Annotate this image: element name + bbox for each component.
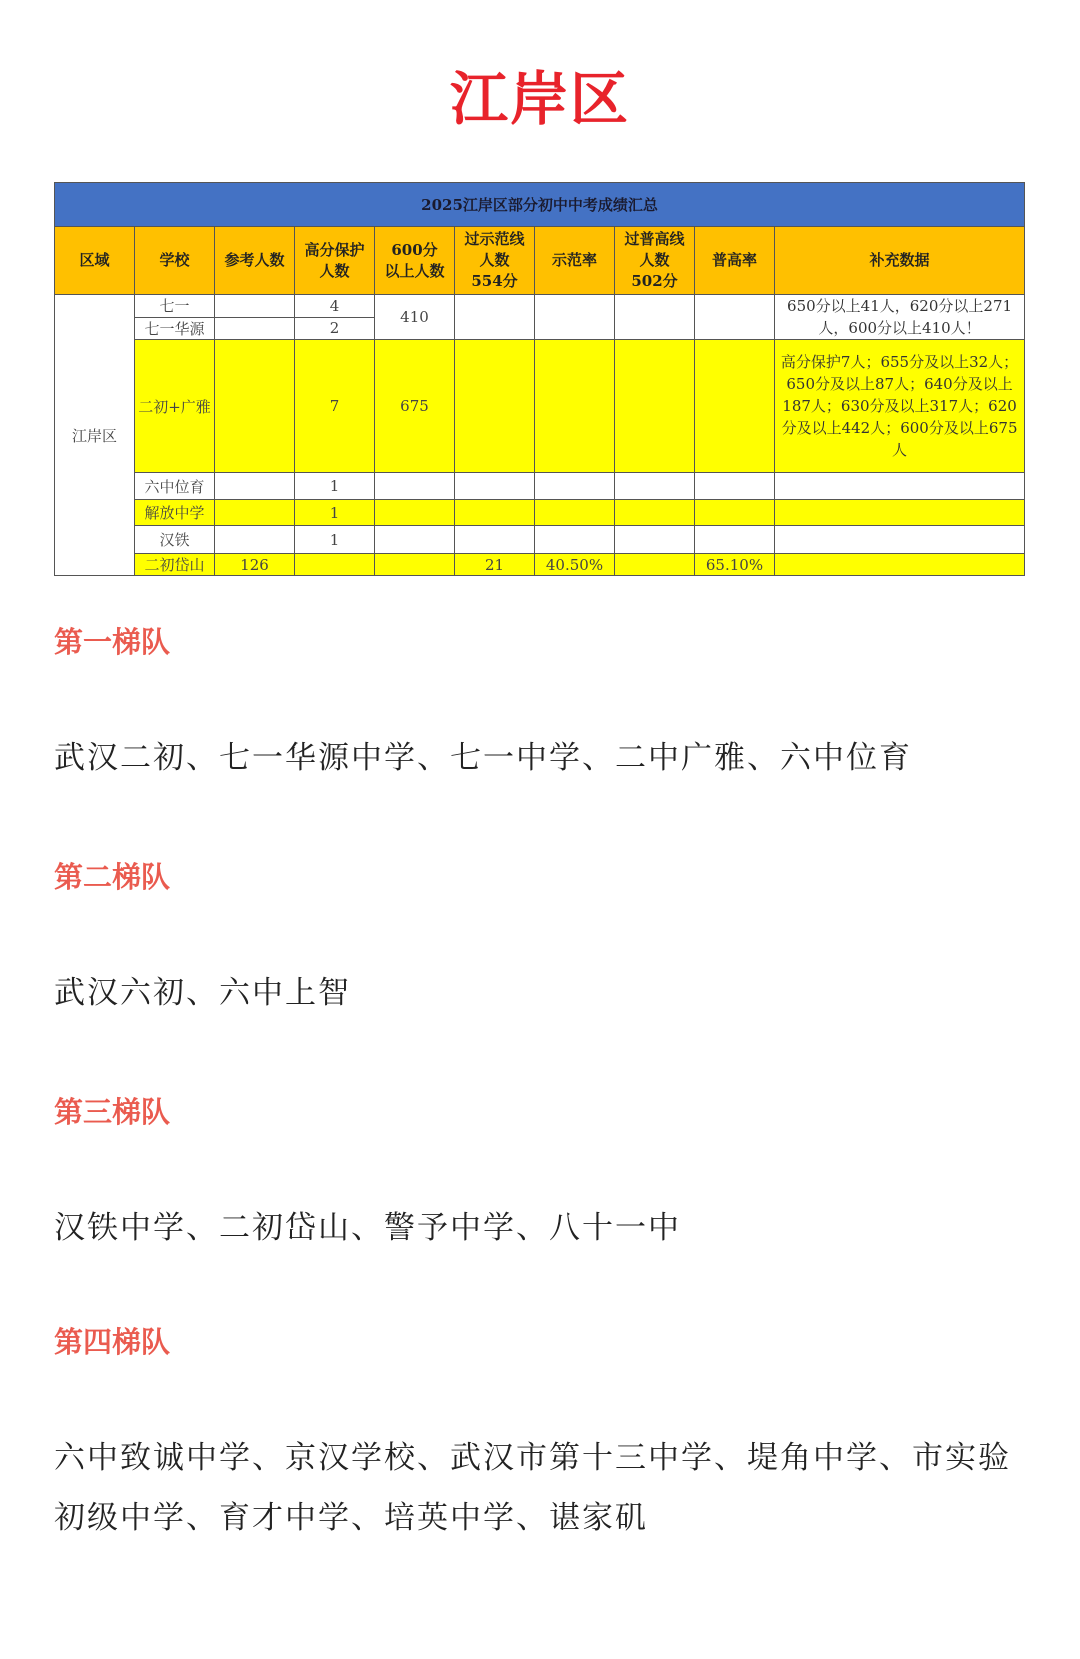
tier-2-schools: 武汉六初、六中上智: [54, 975, 351, 1011]
header-high-protect: [295, 227, 375, 295]
header-text: 600分: [391, 240, 438, 259]
empty-cell: [535, 340, 615, 473]
empty-cell: [695, 500, 775, 526]
empty-cell: [215, 526, 295, 554]
header-school: 学校: [135, 227, 215, 295]
high-protect-cell: 1: [295, 473, 375, 500]
header-demo-count: [455, 227, 535, 295]
regular-rate-cell: 65.10%: [695, 554, 775, 576]
empty-cell: [455, 500, 535, 526]
empty-cell: [455, 295, 535, 340]
header-text: 554分: [471, 272, 518, 290]
empty-cell: [535, 295, 615, 340]
table-row: [55, 554, 1025, 576]
tier-2-heading: 第二梯队: [54, 860, 171, 894]
header-text: 以上人数: [384, 261, 445, 280]
school-cell: 二初+广雅: [135, 340, 215, 473]
empty-cell: [535, 500, 615, 526]
empty-cell: [695, 473, 775, 500]
high-protect-cell: 7: [295, 340, 375, 473]
empty-cell: [775, 500, 1025, 526]
empty-cell: [615, 473, 695, 500]
header-text: 人数: [639, 251, 670, 269]
header-demo-rate: 示范率: [535, 227, 615, 295]
empty-cell: [375, 500, 455, 526]
table-row: [55, 295, 1025, 318]
table-caption: 2025江岸区部分初中中考成绩汇总: [55, 183, 1025, 227]
supplement-cell: 650分以上41人，620分以上271人，600分以上410人！: [775, 295, 1025, 340]
empty-cell: [295, 554, 375, 576]
table-row: [55, 473, 1025, 500]
empty-cell: [375, 526, 455, 554]
school-cell: 六中位育: [135, 473, 215, 500]
empty-cell: [215, 317, 295, 340]
tier-4-schools: 六中致诚中学、京汉学校、武汉市第十三中学、堤角中学、市实验初级中学、育才中学、培英中学、谌家矶: [54, 1440, 1011, 1536]
empty-cell: [775, 473, 1025, 500]
empty-cell: [215, 473, 295, 500]
empty-cell: [615, 526, 695, 554]
header-supplement: 补充数据: [775, 227, 1025, 295]
score-summary-table: [54, 182, 1024, 576]
header-regular-rate: 普高率: [695, 227, 775, 295]
empty-cell: [215, 295, 295, 318]
tier-1-heading: 第一梯队: [54, 625, 171, 659]
empty-cell: [535, 526, 615, 554]
demo-rate-cell: 40.50%: [535, 554, 615, 576]
page-title: 江岸区: [449, 65, 630, 133]
table-row: [55, 526, 1025, 554]
header-text: 人数: [319, 261, 350, 280]
header-text: 过示范线: [464, 230, 525, 248]
tier-3-schools: 汉铁中学、二初岱山、警予中学、八十一中: [54, 1210, 681, 1246]
empty-cell: [775, 554, 1025, 576]
school-cell: 汉铁: [135, 526, 215, 554]
empty-cell: [455, 340, 535, 473]
region-cell: 江岸区: [55, 295, 135, 576]
empty-cell: [375, 473, 455, 500]
high-protect-cell: 1: [295, 526, 375, 554]
school-cell: 七一: [135, 295, 215, 318]
above600-cell: 410: [375, 295, 455, 340]
high-protect-cell: 4: [295, 295, 375, 318]
header-regular-count: [615, 227, 695, 295]
high-protect-cell: 2: [295, 317, 375, 340]
empty-cell: [775, 526, 1025, 554]
empty-cell: [455, 473, 535, 500]
tier-1-schools: 武汉二初、七一华源中学、七一中学、二中广雅、六中位育: [54, 740, 912, 776]
header-text: 502分: [631, 272, 678, 290]
supplement-cell: 高分保护7人；655分及以上32人；650分及以上87人；640分及以上187人；630分及以上317人；620分及以上442人；600分及以上675人: [775, 340, 1025, 473]
header-text: 高分保护: [304, 240, 365, 259]
header-above600: [375, 227, 455, 295]
table-row: [55, 340, 1025, 473]
header-text: 人数: [479, 251, 510, 269]
empty-cell: [455, 526, 535, 554]
empty-cell: [615, 554, 695, 576]
demo-count-cell: 21: [455, 554, 535, 576]
school-cell: 二初岱山: [135, 554, 215, 576]
header-exam-takers: 参考人数: [215, 227, 295, 295]
high-protect-cell: 1: [295, 500, 375, 526]
header-region: 区域: [55, 227, 135, 295]
empty-cell: [695, 526, 775, 554]
table-row: [55, 500, 1025, 526]
header-text: 过普高线: [624, 230, 685, 248]
empty-cell: [615, 500, 695, 526]
empty-cell: [615, 340, 695, 473]
empty-cell: [535, 473, 615, 500]
empty-cell: [695, 295, 775, 340]
tier-4-heading: 第四梯队: [54, 1325, 171, 1359]
school-cell: 七一华源: [135, 317, 215, 340]
school-cell: 解放中学: [135, 500, 215, 526]
exam-takers-cell: 126: [215, 554, 295, 576]
empty-cell: [215, 500, 295, 526]
empty-cell: [375, 554, 455, 576]
tier-3-heading: 第三梯队: [54, 1095, 171, 1129]
empty-cell: [695, 340, 775, 473]
above600-cell: 675: [375, 340, 455, 473]
empty-cell: [215, 340, 295, 473]
empty-cell: [615, 295, 695, 340]
